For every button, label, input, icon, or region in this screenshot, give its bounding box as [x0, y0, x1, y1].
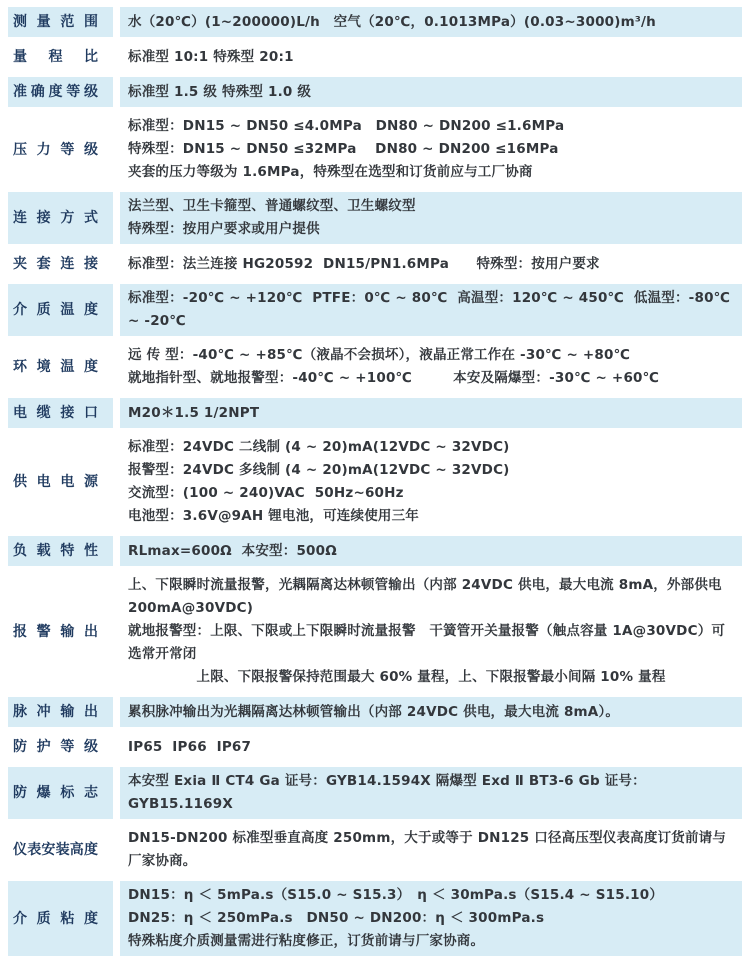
- row-value-cell: [120, 341, 742, 393]
- row-value-line: DN15：η ＜ 5mPa.s（S15.0 ~ S15.3） η ＜ 30mPa.s（S15.4 ~ S15.10）: [128, 887, 664, 903]
- row-label: 连接方式: [13, 210, 98, 226]
- row-value-line: M20＊1.5 1/2NPT: [128, 404, 260, 421]
- spec-table: [8, 7, 742, 956]
- row-label: 防爆标志: [13, 785, 98, 801]
- row-label-cell: [8, 192, 113, 244]
- row-label-cell: [8, 284, 113, 336]
- row-label-cell: [8, 398, 113, 428]
- row-value-cell: [120, 192, 742, 244]
- row-label: 仪表安装高度: [13, 842, 98, 858]
- row-label: 防护等级: [13, 739, 98, 755]
- row-value-line: RLmax=600Ω 本安型：500Ω: [128, 542, 337, 559]
- row-value-line: 本安型 Exia Ⅱ CT4 Ga 证号：GYB14.1594X 隔爆型 Exd Ⅱ BT3-6 Gb 证号：GYB15.1169X: [128, 773, 646, 812]
- row-label-cell: [8, 767, 113, 819]
- row-value-line: 标准型：法兰连接 HG20592 DN15/PN1.6MPa 特殊型：按用户要求: [128, 255, 600, 272]
- row-value-line: 电池型：3.6V@9AH 锂电池，可连续使用三年: [128, 508, 420, 524]
- row-value-line: IP65 IP66 IP67: [128, 738, 252, 755]
- row-value-cell: [120, 767, 742, 819]
- row-value-cell: [120, 433, 742, 531]
- row-label-cell: [8, 7, 113, 37]
- row-label: 介质粘度: [13, 910, 98, 927]
- row-label-cell: [8, 536, 113, 566]
- row-value-cell: [120, 112, 742, 187]
- row-value-cell: [120, 77, 742, 107]
- row-label: 负载特性: [13, 543, 98, 559]
- row-value-line: 就地报警型：上限、下限或上下限瞬时流量报警 干簧管开关量报警（触点容量 1A@30VDC）可选常开常闭: [128, 623, 726, 662]
- row-value-line: 报警型：24VDC 多线制 (4 ~ 20)mA(12VDC ~ 32VDC): [128, 462, 510, 478]
- row-label: 测量范围: [13, 14, 98, 30]
- row-value-cell: [120, 881, 742, 956]
- row-label-cell: [8, 881, 113, 956]
- row-label-cell: [8, 732, 113, 762]
- row-label: 压力等级: [13, 141, 98, 158]
- row-value-cell: [120, 571, 742, 692]
- row-label-cell: [8, 571, 113, 692]
- table-row: [8, 732, 742, 762]
- row-label: 夹套连接: [13, 256, 98, 272]
- row-label-cell: [8, 433, 113, 531]
- row-value-cell: [120, 732, 742, 762]
- table-row: [8, 433, 742, 531]
- row-value-line: DN15-DN200 标准型垂直高度 250mm，大于或等于 DN125 口径高压型仪表高度订货前请与厂家协商。: [128, 830, 727, 869]
- table-row: [8, 249, 742, 279]
- table-row: [8, 697, 742, 727]
- row-label: 脉冲输出: [13, 704, 98, 720]
- row-value-cell: [120, 42, 742, 72]
- table-row: [8, 192, 742, 244]
- row-value-line: 标准型：DN15 ~ DN50 ≤4.0MPa DN80 ~ DN200 ≤1.6MPa: [128, 118, 565, 134]
- table-row: [8, 767, 742, 819]
- row-label-cell: [8, 112, 113, 187]
- row-label-cell: [8, 249, 113, 279]
- row-value-line: 特殊型：按用户要求或用户提供: [128, 221, 320, 237]
- table-row: [8, 571, 742, 692]
- row-value-line: 累积脉冲输出为光耦隔离达林顿管输出（内部 24VDC 供电，最大电流 8mA）。: [128, 703, 620, 720]
- row-value-line: 就地指针型、就地报警型：-40℃ ~ +100℃ 本安及隔爆型：-30℃ ~ +60℃: [128, 370, 660, 386]
- table-row: [8, 536, 742, 566]
- row-value-cell: [120, 398, 742, 428]
- row-value-line: 法兰型、卫生卡箍型、普通螺纹型、卫生螺纹型: [128, 198, 416, 214]
- table-row: [8, 77, 742, 107]
- row-label: 介质温度: [13, 302, 98, 318]
- table-row: [8, 341, 742, 393]
- table-row: [8, 824, 742, 876]
- row-value-line: 上限、下限报警保持范围最大 60% 量程，上、下限报警最小间隔 10% 量程: [128, 669, 666, 685]
- table-row: [8, 881, 742, 956]
- row-value-cell: [120, 7, 742, 37]
- row-label: 供电电源: [13, 474, 98, 490]
- row-label-cell: [8, 341, 113, 393]
- row-label: 量程比: [13, 49, 98, 65]
- row-label-cell: [8, 77, 113, 107]
- row-value-line: 标准型 1.5 级 特殊型 1.0 级: [128, 83, 312, 100]
- row-value-line: 水（20℃）(1~200000)L/h 空气（20℃，0.1013MPa）(0.03~3000)m³/h: [128, 13, 656, 30]
- row-label: 报警输出: [13, 623, 98, 640]
- row-value-cell: [120, 284, 742, 336]
- row-label: 环境温度: [13, 359, 98, 375]
- table-row: [8, 284, 742, 336]
- row-value-line: 标准型：-20℃ ~ +120℃ PTFE：0℃ ~ 80℃ 高温型：120℃ ~ 450℃ 低温型：-80℃ ~ -20℃: [128, 290, 736, 329]
- row-value-line: 特殊型：DN15 ~ DN50 ≤32MPa DN80 ~ DN200 ≤16MPa: [128, 141, 559, 157]
- row-value-cell: [120, 697, 742, 727]
- table-row: [8, 112, 742, 187]
- row-value-cell: [120, 824, 742, 876]
- row-value-line: 夹套的压力等级为 1.6MPa，特殊型在选型和订货前应与工厂协商: [128, 164, 533, 180]
- row-value-line: 上、下限瞬时流量报警，光耦隔离达林顿管输出（内部 24VDC 供电，最大电流 8mA，外部供电 200mA@30VDC): [128, 577, 727, 616]
- row-label-cell: [8, 42, 113, 72]
- row-value-line: DN25：η ＜ 250mPa.s DN50 ~ DN200：η ＜ 300mPa.s: [128, 910, 545, 926]
- row-value-line: 交流型：(100 ~ 240)VAC 50Hz~60Hz: [128, 485, 404, 501]
- row-value-line: 标准型 10:1 特殊型 20:1: [128, 48, 294, 65]
- row-label-cell: [8, 824, 113, 876]
- table-row: [8, 398, 742, 428]
- table-row: [8, 42, 742, 72]
- row-label: 电缆接口: [13, 405, 98, 421]
- row-label: 准确度等级: [13, 84, 98, 100]
- row-value-line: 特殊粘度介质测量需进行粘度修正，订货前请与厂家协商。: [128, 933, 485, 949]
- row-value-cell: [120, 249, 742, 279]
- row-value-cell: [120, 536, 742, 566]
- table-row: [8, 7, 742, 37]
- row-label-cell: [8, 697, 113, 727]
- row-value-line: 标准型：24VDC 二线制 (4 ~ 20)mA(12VDC ~ 32VDC): [128, 439, 510, 455]
- row-value-line: 远 传 型：-40℃ ~ +85℃（液晶不会损坏），液晶正常工作在 -30℃ ~ +80℃: [128, 347, 631, 363]
